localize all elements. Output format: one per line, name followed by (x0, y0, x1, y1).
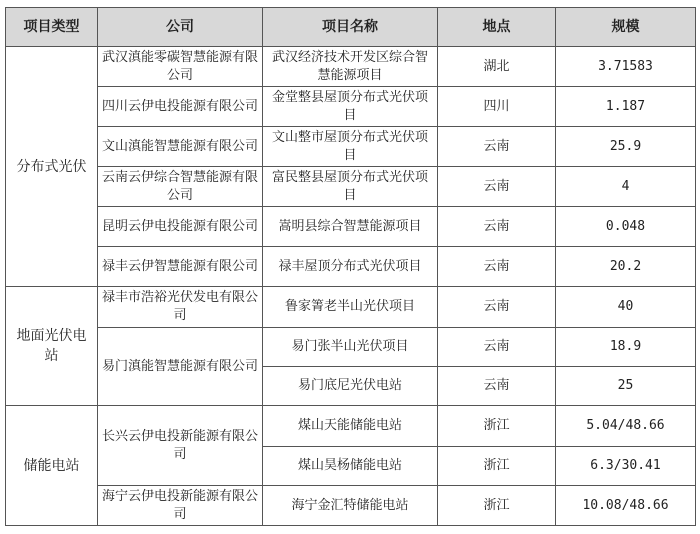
company-cell: 云南云伊综合智慧能源有限公司 (98, 167, 263, 207)
scale-cell: 40 (556, 287, 696, 328)
scale-cell: 0.048 (556, 207, 696, 247)
location-cell: 云南 (438, 247, 556, 287)
company-cell: 四川云伊电投能源有限公司 (98, 87, 263, 127)
table-row (6, 328, 696, 367)
location-cell: 浙江 (438, 447, 556, 486)
project-name-cell: 富民整县屋顶分布式光伏项目 (263, 167, 438, 207)
location-cell: 湖北 (438, 47, 556, 87)
company-cell: 海宁云伊电投新能源有限公司 (98, 486, 263, 526)
company-cell: 易门滇能智慧能源有限公司 (98, 328, 263, 406)
company-cell: 长兴云伊电投新能源有限公司 (98, 406, 263, 486)
company-cell: 昆明云伊电投能源有限公司 (98, 207, 263, 247)
project-name-cell: 煤山昊杨储能电站 (263, 447, 438, 486)
table-row (6, 207, 696, 247)
scale-cell: 25 (556, 367, 696, 406)
scale-cell: 18.9 (556, 328, 696, 367)
scale-cell: 20.2 (556, 247, 696, 287)
scale-cell: 5.04/48.66 (556, 406, 696, 447)
project-type-cell: 储能电站 (6, 406, 98, 526)
project-name-cell: 易门张半山光伏项目 (263, 328, 438, 367)
header-row (6, 8, 696, 47)
project-name-cell: 易门底尼光伏电站 (263, 367, 438, 406)
scale-cell: 4 (556, 167, 696, 207)
project-type-cell: 分布式光伏 (6, 47, 98, 287)
project-table (5, 7, 696, 526)
company-cell: 禄丰云伊智慧能源有限公司 (98, 247, 263, 287)
location-cell: 浙江 (438, 486, 556, 526)
location-cell: 云南 (438, 287, 556, 328)
table-row (6, 406, 696, 447)
header-scale: 规模 (556, 8, 696, 47)
project-name-cell: 金堂整县屋顶分布式光伏项目 (263, 87, 438, 127)
scale-cell: 3.71583 (556, 47, 696, 87)
project-name-cell: 煤山天能储能电站 (263, 406, 438, 447)
project-name-cell: 鲁家箐老半山光伏项目 (263, 287, 438, 328)
header-company: 公司 (98, 8, 263, 47)
project-table-container (5, 7, 696, 526)
project-name-cell: 武汉经济技术开发区综合智慧能源项目 (263, 47, 438, 87)
table-row (6, 87, 696, 127)
table-row (6, 127, 696, 167)
location-cell: 云南 (438, 127, 556, 167)
header-type: 项目类型 (6, 8, 98, 47)
table-row (6, 486, 696, 526)
location-cell: 浙江 (438, 406, 556, 447)
table-row (6, 47, 696, 87)
project-name-cell: 海宁金汇特储能电站 (263, 486, 438, 526)
location-cell: 云南 (438, 207, 556, 247)
company-cell: 禄丰市浩裕光伏发电有限公司 (98, 287, 263, 328)
scale-cell: 1.187 (556, 87, 696, 127)
project-name-cell: 禄丰屋顶分布式光伏项目 (263, 247, 438, 287)
location-cell: 云南 (438, 367, 556, 406)
scale-cell: 25.9 (556, 127, 696, 167)
location-cell: 四川 (438, 87, 556, 127)
company-cell: 武汉滇能零碳智慧能源有限公司 (98, 47, 263, 87)
table-row (6, 167, 696, 207)
header-project: 项目名称 (263, 8, 438, 47)
header-location: 地点 (438, 8, 556, 47)
project-name-cell: 嵩明县综合智慧能源项目 (263, 207, 438, 247)
scale-cell: 6.3/30.41 (556, 447, 696, 486)
project-name-cell: 文山整市屋顶分布式光伏项目 (263, 127, 438, 167)
location-cell: 云南 (438, 328, 556, 367)
project-type-cell: 地面光伏电站 (6, 287, 98, 406)
scale-cell: 10.08/48.66 (556, 486, 696, 526)
location-cell: 云南 (438, 167, 556, 207)
company-cell: 文山滇能智慧能源有限公司 (98, 127, 263, 167)
table-row (6, 247, 696, 287)
table-row (6, 287, 696, 328)
